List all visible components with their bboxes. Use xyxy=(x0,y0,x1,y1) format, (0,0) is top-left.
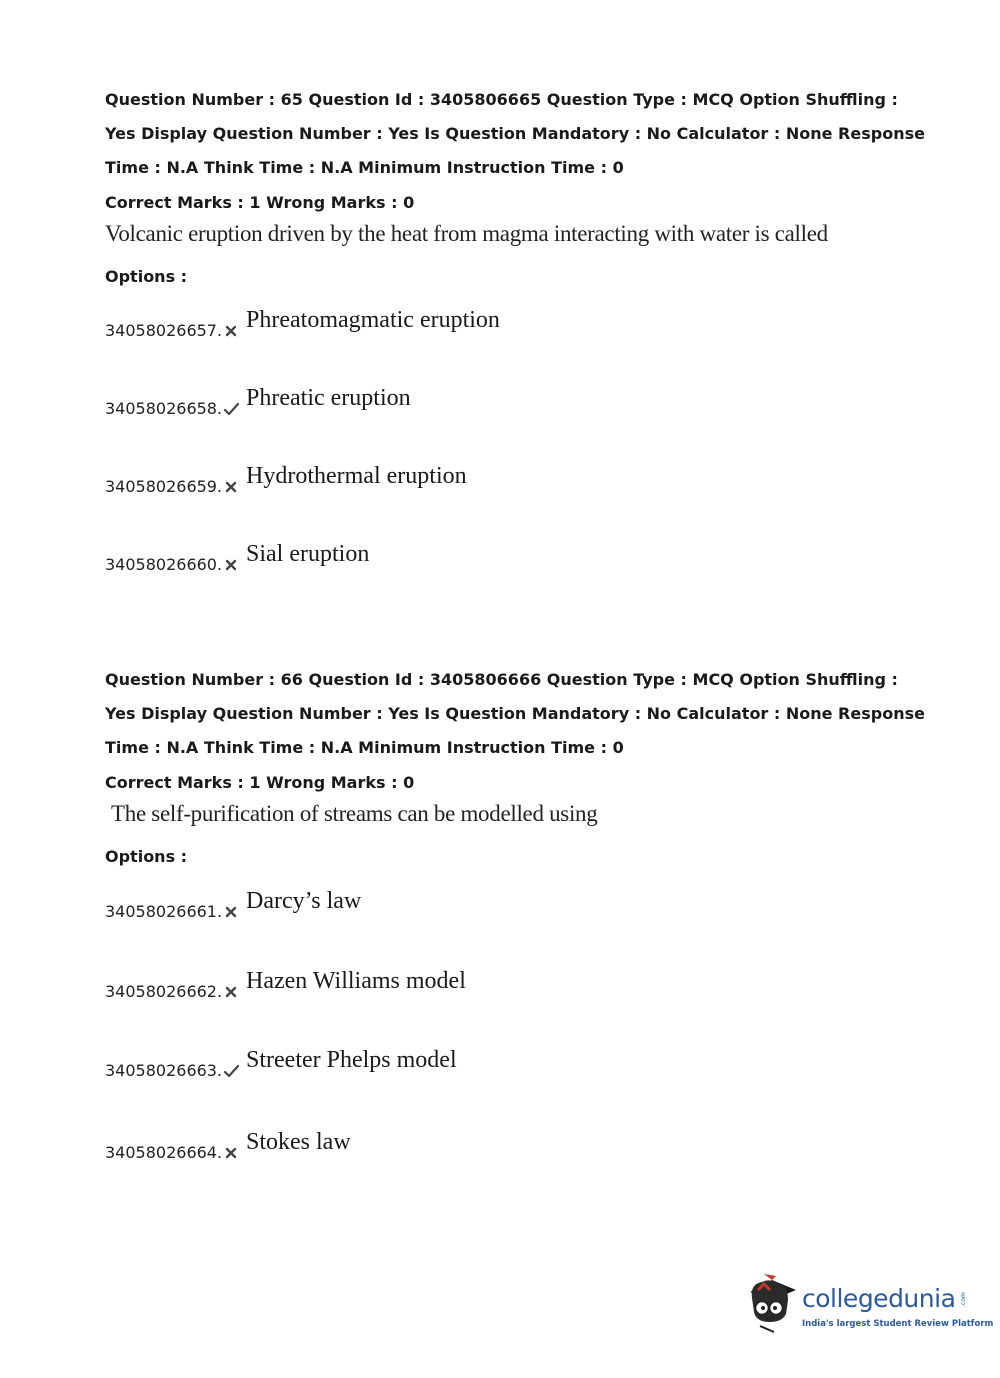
option-id: 34058026658. xyxy=(105,399,223,418)
option-item xyxy=(105,300,705,340)
graduate-cartoon-icon xyxy=(742,1270,800,1342)
option-text: Phreatic eruption xyxy=(246,385,411,411)
brand-tagline: India's largest Student Review Platform xyxy=(802,1319,994,1329)
question-marks: Correct Marks : 1 Wrong Marks : 0 xyxy=(105,773,415,792)
options-label: Options : xyxy=(105,267,188,286)
cross-icon xyxy=(223,324,239,338)
option-id: 34058026661. xyxy=(105,902,223,921)
question-text: The self-purification of streams can be modelled using xyxy=(111,801,598,826)
brand-name: collegedunia xyxy=(802,1284,956,1313)
question-block-65 xyxy=(105,83,925,286)
option-id: 34058026660. xyxy=(105,555,223,574)
brand-suffix: .com xyxy=(959,1292,967,1307)
option-text: Streeter Phelps model xyxy=(246,1047,457,1073)
cross-icon xyxy=(223,558,239,572)
option-item xyxy=(105,881,705,921)
question-text: Volcanic eruption driven by the heat from magma interacting with water is called xyxy=(105,221,828,246)
option-item xyxy=(105,1040,705,1080)
option-item xyxy=(105,378,705,418)
option-item xyxy=(105,1122,705,1162)
option-text: Hazen Williams model xyxy=(246,968,466,994)
option-text: Hydrothermal eruption xyxy=(246,463,467,489)
checkmark-icon xyxy=(223,1064,239,1078)
option-text: Phreatomagmatic eruption xyxy=(246,307,500,333)
option-text: Sial eruption xyxy=(246,541,370,567)
question-meta: Question Number : 66 Question Id : 3405806666 Question Type : MCQ Option Shuffling : Yes Display Question Number : Yes Is Question Mandatory : No Calculator : None Response Time : N.A Think Time : N.A Minimum Instruction Time : 0 xyxy=(105,670,925,757)
cross-icon xyxy=(223,905,239,919)
collegedunia-logo xyxy=(742,1270,994,1345)
cross-icon xyxy=(223,1146,239,1160)
option-id: 34058026663. xyxy=(105,1061,223,1080)
checkmark-icon xyxy=(223,402,239,416)
question-marks: Correct Marks : 1 Wrong Marks : 0 xyxy=(105,193,415,212)
options-label: Options : xyxy=(105,847,188,866)
option-id: 34058026664. xyxy=(105,1143,223,1162)
option-id: 34058026662. xyxy=(105,982,223,1001)
option-item xyxy=(105,534,705,574)
question-meta: Question Number : 65 Question Id : 3405806665 Question Type : MCQ Option Shuffling : Yes Display Question Number : Yes Is Question Mandatory : No Calculator : None Response Time : N.A Think Time : N.A Minimum Instruction Time : 0 xyxy=(105,90,925,177)
option-item xyxy=(105,961,705,1001)
option-id: 34058026659. xyxy=(105,477,223,496)
option-text: Darcy’s law xyxy=(246,888,362,914)
option-text: Stokes law xyxy=(246,1129,351,1155)
option-id: 34058026657. xyxy=(105,321,223,340)
option-item xyxy=(105,456,705,496)
question-block-66 xyxy=(105,663,925,866)
cross-icon xyxy=(223,480,239,494)
cross-icon xyxy=(223,985,239,999)
